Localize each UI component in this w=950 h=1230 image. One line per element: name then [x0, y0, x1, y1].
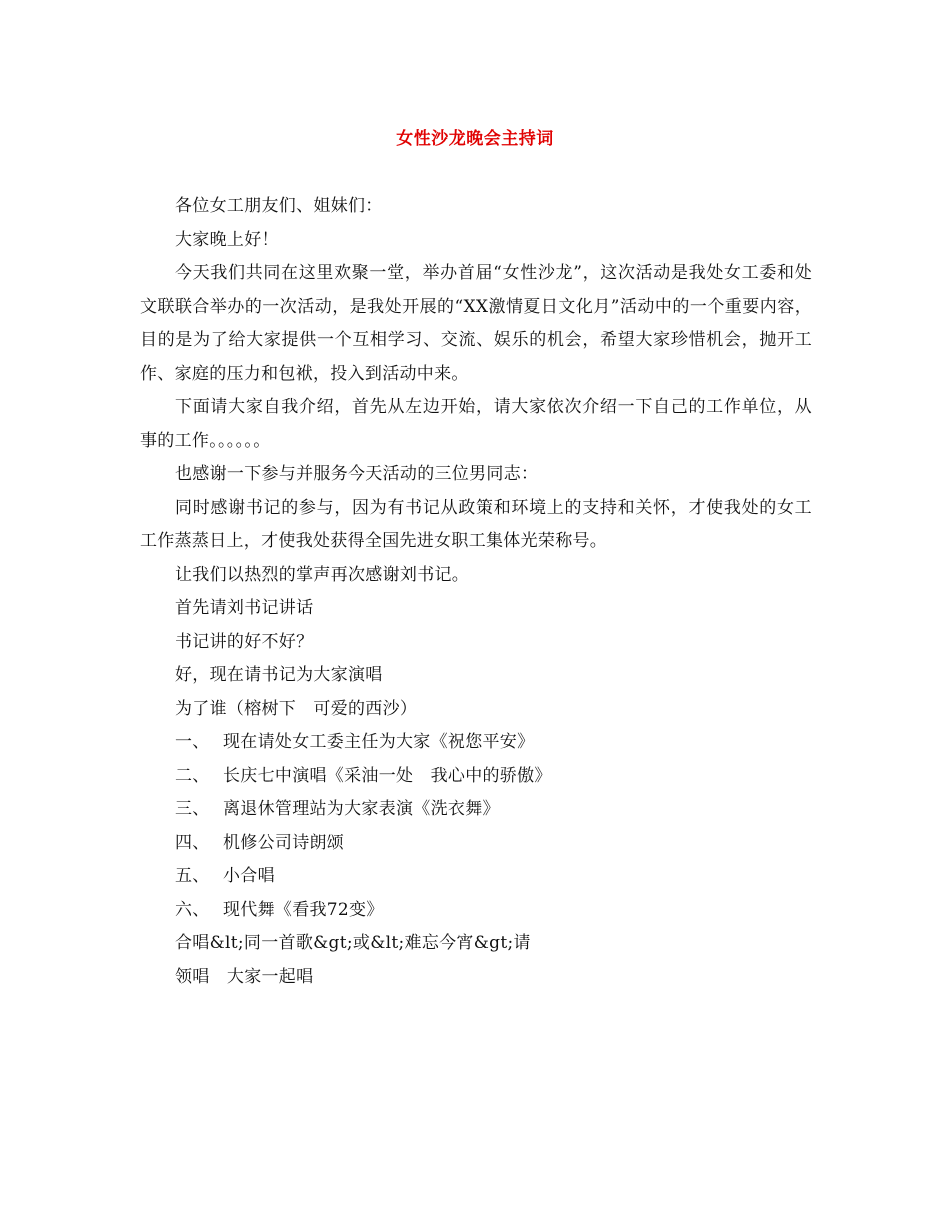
paragraph-intro: 今天我们共同在这里欢聚一堂，举办首届“女性沙龙”，这次活动是我处女工委和处文联联合举办的一次活动，是我处开展的“XX激情夏日文化月”活动中的一个重要内容，目的是为了给大家提供一个互相学习、交流、娱乐的机会，希望大家珍惜机会，抛开工作、家庭的压力和包袱，投入到活动中来。 [140, 263, 812, 384]
program-item [140, 760, 812, 794]
paragraph-self-intro: 下面请大家自我介绍，首先从左边开始，请大家依次介绍一下自己的工作单位，从事的工作。。。。。。 [140, 397, 812, 451]
paragraph-sing: 好，现在请书记为大家演唱 [175, 665, 383, 685]
program-item-text: 现代舞《看我72变》 [223, 899, 384, 920]
program-item-text: 长庆七中演唱《采油一处 我心中的骄傲》 [223, 765, 552, 786]
program-item-text: 小合唱 [223, 866, 275, 886]
program-item-text: 离退休管理站为大家表演《洗衣舞》 [223, 799, 500, 819]
program-item-text: 现在请处女工委主任为大家《祝您平安》 [223, 732, 535, 752]
program-item [140, 793, 812, 827]
paragraph-thanks-secretary: 同时感谢书记的参与，因为有书记从政策和环境上的支持和关怀，才使我处的女工工作蒸蒸日上，才使我处获得全国先进女职工集体光荣称号。 [140, 497, 812, 551]
paragraph-song-title: 为了谁（榕树下 可爱的西沙） [175, 698, 418, 719]
paragraph-thanks-men: 也感谢一下参与并服务今天活动的三位男同志： [175, 464, 539, 484]
program-item-number: 二、 [175, 765, 210, 786]
program-item [140, 894, 812, 928]
document-title: 女性沙龙晚会主持词 [396, 129, 554, 149]
paragraph-chorus: 合唱&lt;同一首歌&gt;或&lt;难忘今宵&gt;请 [175, 933, 531, 953]
program-item-number: 四、 [175, 832, 210, 853]
program-item-number: 三、 [175, 799, 210, 819]
paragraph-speech: 首先请刘书记讲话 [175, 598, 314, 618]
paragraph-good-evening: 大家晚上好！ [175, 229, 279, 250]
program-item [140, 860, 812, 894]
program-item-text: 机修公司诗朗颂 [223, 832, 345, 853]
program-item-number: 六、 [175, 899, 210, 920]
paragraph-lead-singer: 领唱 大家一起唱 [175, 966, 314, 987]
paragraph-greeting: 各位女工朋友们、姐妹们： [175, 196, 383, 216]
paragraph-applause: 让我们以热烈的掌声再次感谢刘书记。 [175, 564, 470, 585]
program-item [140, 726, 812, 760]
program-item-number: 一、 [175, 732, 210, 752]
program-item [140, 827, 812, 861]
paragraph-question: 书记讲的好不好？ [175, 631, 314, 652]
program-item-number: 五、 [175, 866, 210, 886]
document-body [140, 190, 812, 994]
